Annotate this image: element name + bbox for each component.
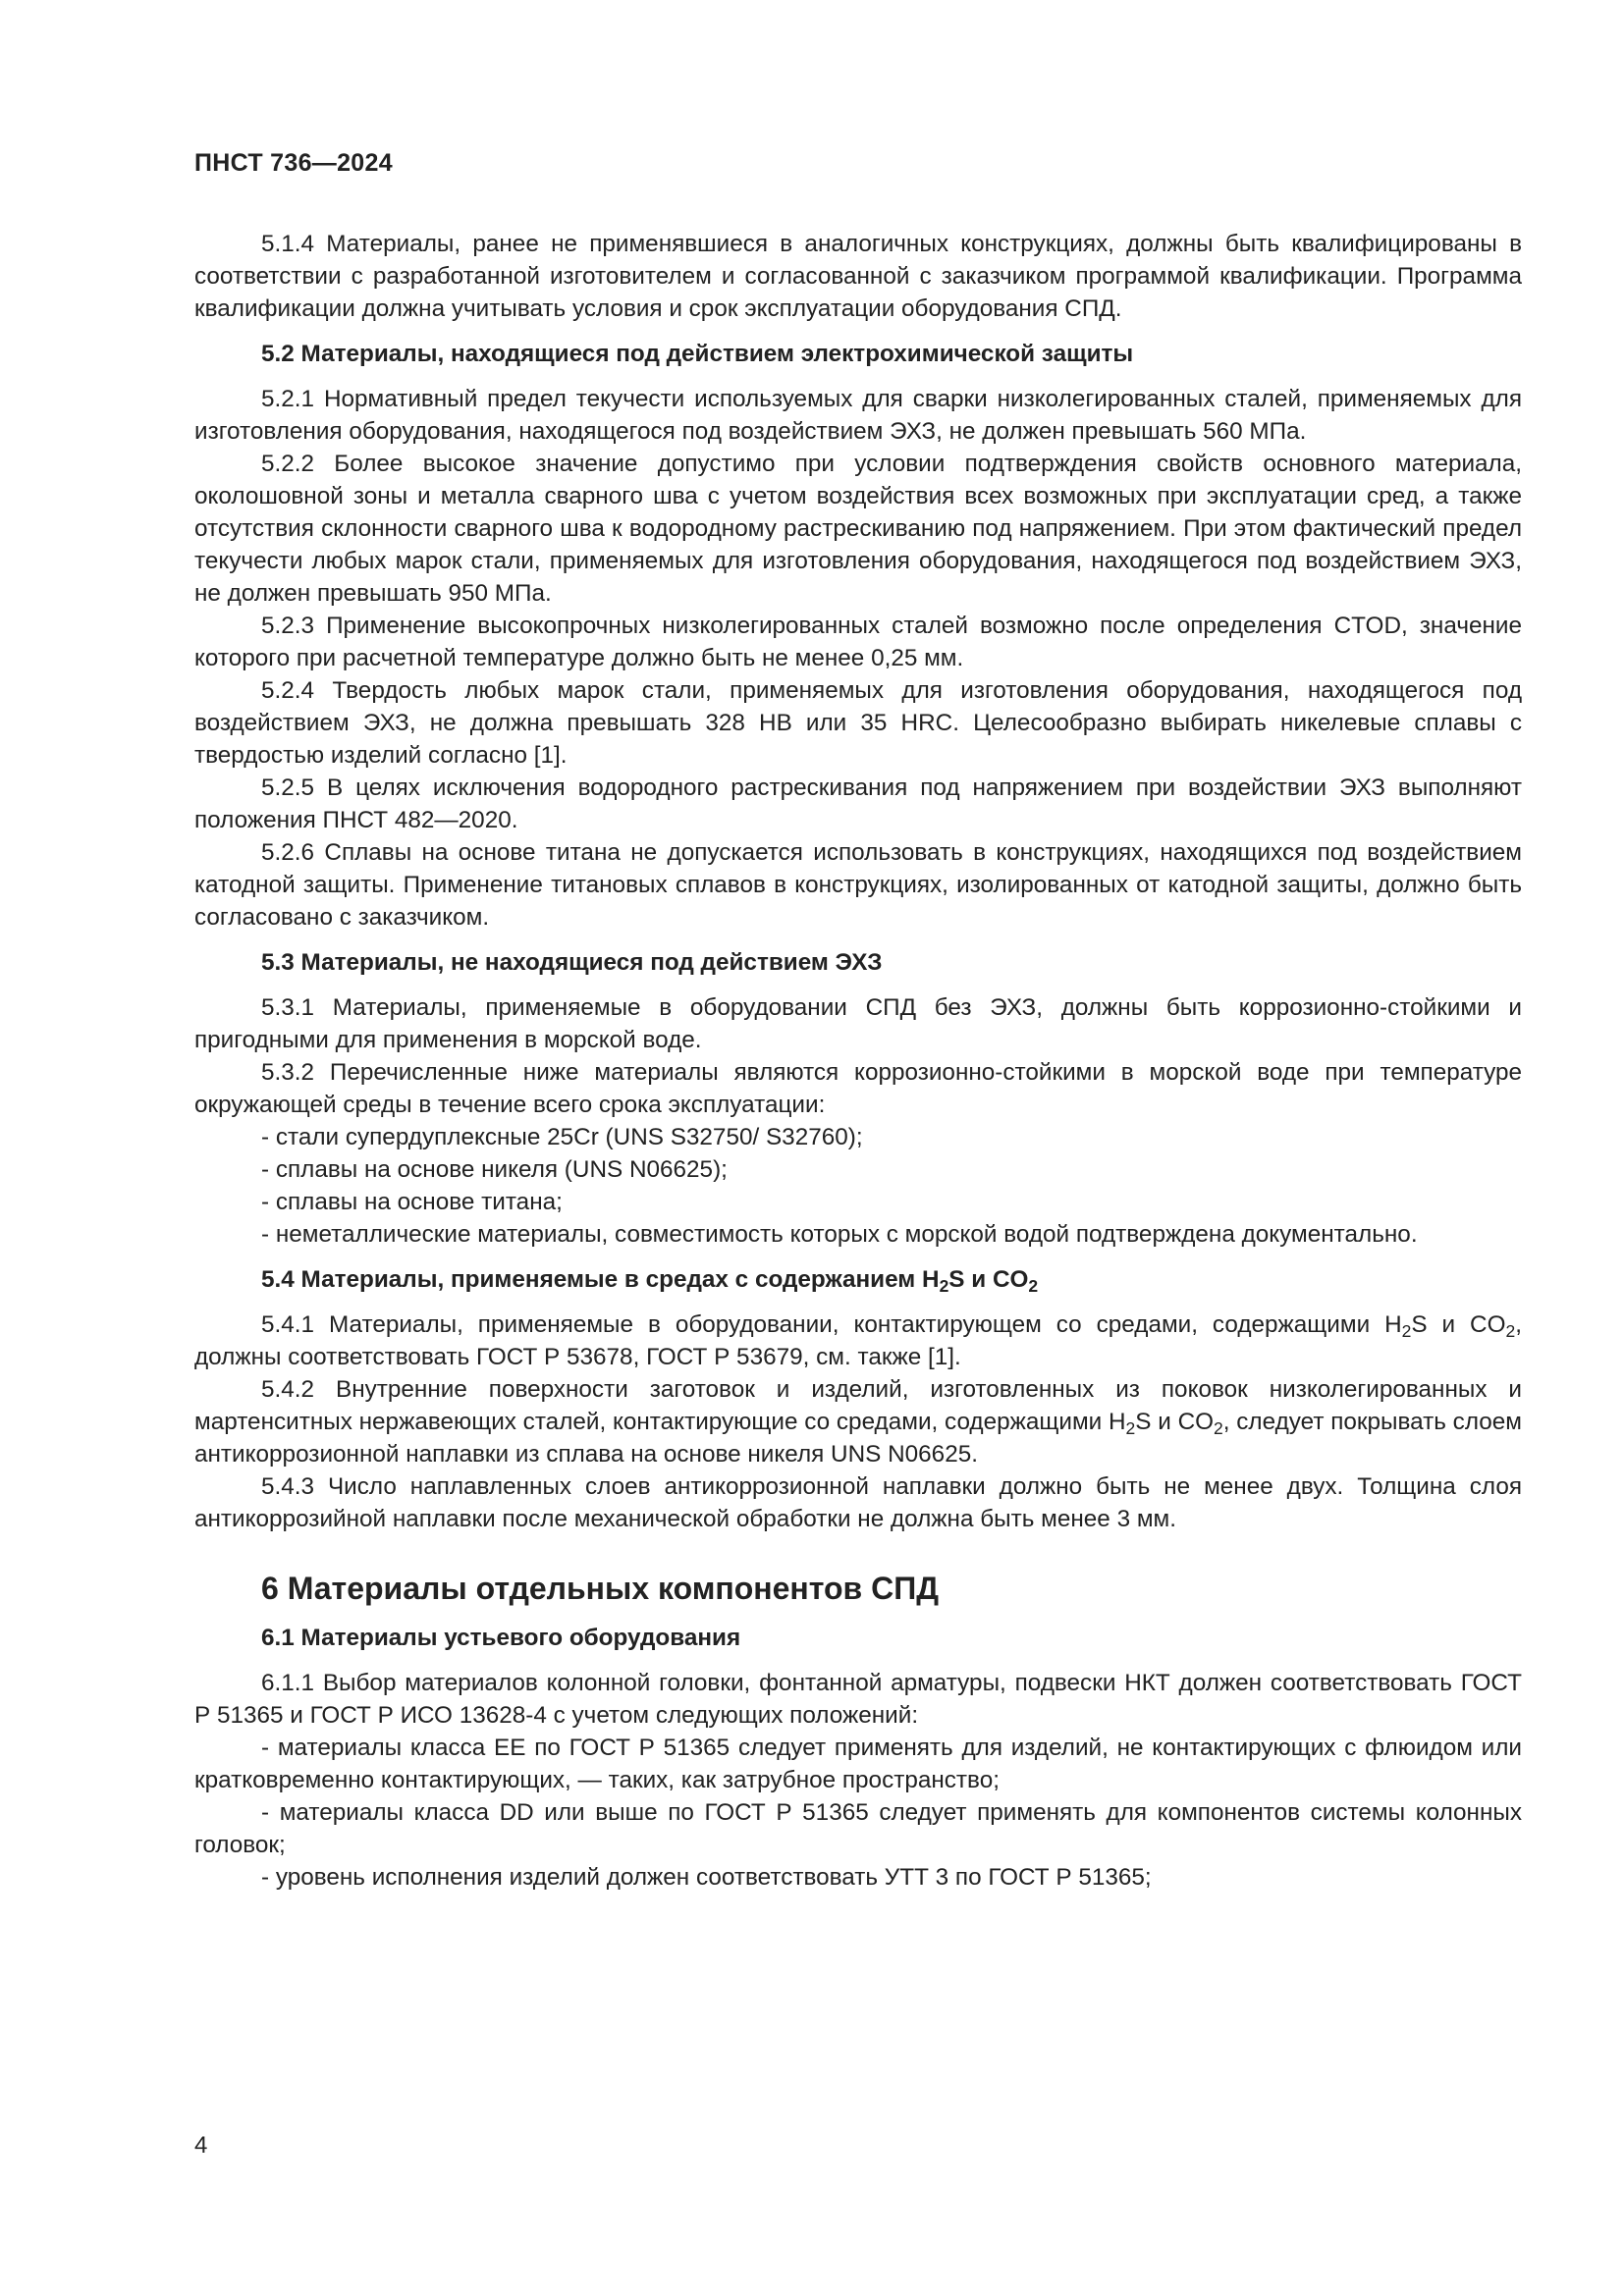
section-heading-5-4 bbox=[194, 1263, 1522, 1296]
subscript-index: 2 bbox=[1505, 1320, 1516, 1341]
clause-text-part: , следует покрывать слоем антикоррозионной наплавки из сплава на основе никеля UNS N06625. bbox=[194, 1409, 1522, 1468]
clause-5-1-4: 5.1.4 Материалы, ранее не применявшиеся в аналогичных конструкциях, должны быть квалифицированы в соответствии с разработанной изготовителем и согласованной с заказчиком программой квалификации. Программа квалификации должна учитывать условия и срок эксплуатации оборудования СПД. bbox=[194, 231, 1522, 322]
clause-5-2-3: 5.2.3 Применение высокопрочных низколегированных сталей возможно после определения CTOD, значение которого при расчетной температуре должно быть не менее 0,25 мм. bbox=[194, 613, 1522, 671]
clause-5-4-1 bbox=[194, 1308, 1522, 1373]
clause-5-2-4: 5.2.4 Твердость любых марок стали, применяемых для изготовления оборудования, находящегося под воздействием ЭХЗ, не должна превышать 328 HB или 35 HRC. Целесообразно выбирать никелевые сплавы с твердостью изделий согласно [1]. bbox=[194, 677, 1522, 769]
subscript-index: 2 bbox=[1214, 1417, 1223, 1438]
chapter-heading-6: 6 Материалы отдельных компонентов СПД bbox=[261, 1571, 939, 1606]
subscript-index: 2 bbox=[939, 1275, 949, 1296]
heading-text-part: 5.4 Материалы, применяемые в средах с содержанием H bbox=[261, 1266, 940, 1293]
clause-text-part: , должны соответствовать ГОСТ Р 53678, ГОСТ Р 53679, см. также [1]. bbox=[194, 1311, 1522, 1370]
clause-5-4-2 bbox=[194, 1373, 1522, 1470]
section-heading-5-2: 5.2 Материалы, находящиеся под действием электрохимической защиты bbox=[261, 341, 1134, 367]
clause-5-3-2: 5.3.2 Перечисленные ниже материалы являются коррозионно-стойкими в морской воде при температуре окружающей среды в течение всего срока эксплуатации: bbox=[194, 1059, 1522, 1118]
running-header-doc-id: ПНСТ 736—2024 bbox=[194, 149, 393, 177]
clause-5-2-1: 5.2.1 Нормативный предел текучести используемых для сварки низколегированных сталей, применяемых для изготовления оборудования, находящегося под воздействием ЭХЗ, не должен превышать 560 МПа. bbox=[194, 386, 1522, 445]
clause-text-part: S и CO bbox=[1411, 1311, 1506, 1338]
list-item-duplex-steel: - стали супердуплексные 25Cr (UNS S32750/ S32760); bbox=[261, 1124, 863, 1150]
clause-text-part: 5.4.2 Внутренние поверхности заготовок и изделий, изготовленных из поковок низколегированных и мартенситных нержавеющих сталей, контактирующие со средами, содержащими H bbox=[194, 1376, 1522, 1435]
subscript-index: 2 bbox=[1028, 1275, 1039, 1296]
list-item-nickel-alloy: - сплавы на основе никеля (UNS N06625); bbox=[261, 1156, 728, 1183]
section-heading-6-1: 6.1 Материалы устьевого оборудования bbox=[261, 1625, 741, 1651]
heading-text-part: S и CO bbox=[948, 1266, 1029, 1293]
clause-5-2-2: 5.2.2 Более высокое значение допустимо при условии подтверждения свойств основного материала, околошовной зоны и металла сварного шва с учетом воздействия всех возможных при эксплуатации сред, а также отсутствия склонности сварного шва к водородному растрескиванию под напряжением. При этом фактический предел текучести любых марок стали, применяемых для изготовления оборудования, находящегося под воздействием ЭХЗ, не должен превышать 950 МПа. bbox=[194, 451, 1522, 607]
subscript-index: 2 bbox=[1401, 1320, 1412, 1341]
list-item-class-ee: - материалы класса ЕЕ по ГОСТ Р 51365 следует применять для изделий, не контактирующих с флюидом или кратковременно контактирующих, — таких, как затрубное пространство; bbox=[194, 1735, 1522, 1793]
page-content bbox=[194, 228, 1522, 1894]
clause-5-3-1: 5.3.1 Материалы, применяемые в оборудовании СПД без ЭХЗ, должны быть коррозионно-стойкими и пригодными для применения в морской воде. bbox=[194, 994, 1522, 1053]
clause-text-part: S и CO bbox=[1135, 1409, 1215, 1435]
clause-text-part: 5.4.1 Материалы, применяемые в оборудовании, контактирующем со средами, содержащими H bbox=[261, 1311, 1402, 1338]
list-item-class-dd: - материалы класса DD или выше по ГОСТ Р 51365 следует применять для компонентов системы колонных головок; bbox=[194, 1799, 1522, 1858]
page-number: 4 bbox=[194, 2132, 208, 2159]
clause-5-2-6: 5.2.6 Сплавы на основе титана не допускается использовать в конструкциях, находящихся под воздействием катодной защиты. Применение титановых сплавов в конструкциях, изолированных от катодной защиты, должно быть согласовано с заказчиком. bbox=[194, 839, 1522, 931]
list-item-titanium-alloy: - сплавы на основе титана; bbox=[261, 1189, 563, 1215]
subscript-index: 2 bbox=[1125, 1417, 1136, 1438]
clause-5-2-5: 5.2.5 В целях исключения водородного растрескивания под напряжением при воздействии ЭХЗ выполняют положения ПНСТ 482—2020. bbox=[194, 774, 1522, 833]
list-item-nonmetallic: - неметаллические материалы, совместимость которых с морской водой подтверждена документально. bbox=[261, 1221, 1418, 1248]
section-heading-5-3: 5.3 Материалы, не находящиеся под действием ЭХЗ bbox=[261, 949, 883, 976]
list-item-performance-level: - уровень исполнения изделий должен соответствовать УТТ 3 по ГОСТ Р 51365; bbox=[261, 1864, 1152, 1891]
clause-6-1-1: 6.1.1 Выбор материалов колонной головки, фонтанной арматуры, подвески НКТ должен соответствовать ГОСТ Р 51365 и ГОСТ Р ИСО 13628-4 с учетом следующих положений: bbox=[194, 1670, 1522, 1729]
clause-5-4-3: 5.4.3 Число наплавленных слоев антикоррозионной наплавки должно быть не менее двух. Толщина слоя антикоррозийной наплавки после механической обработки не должна быть менее 3 мм. bbox=[194, 1473, 1522, 1532]
